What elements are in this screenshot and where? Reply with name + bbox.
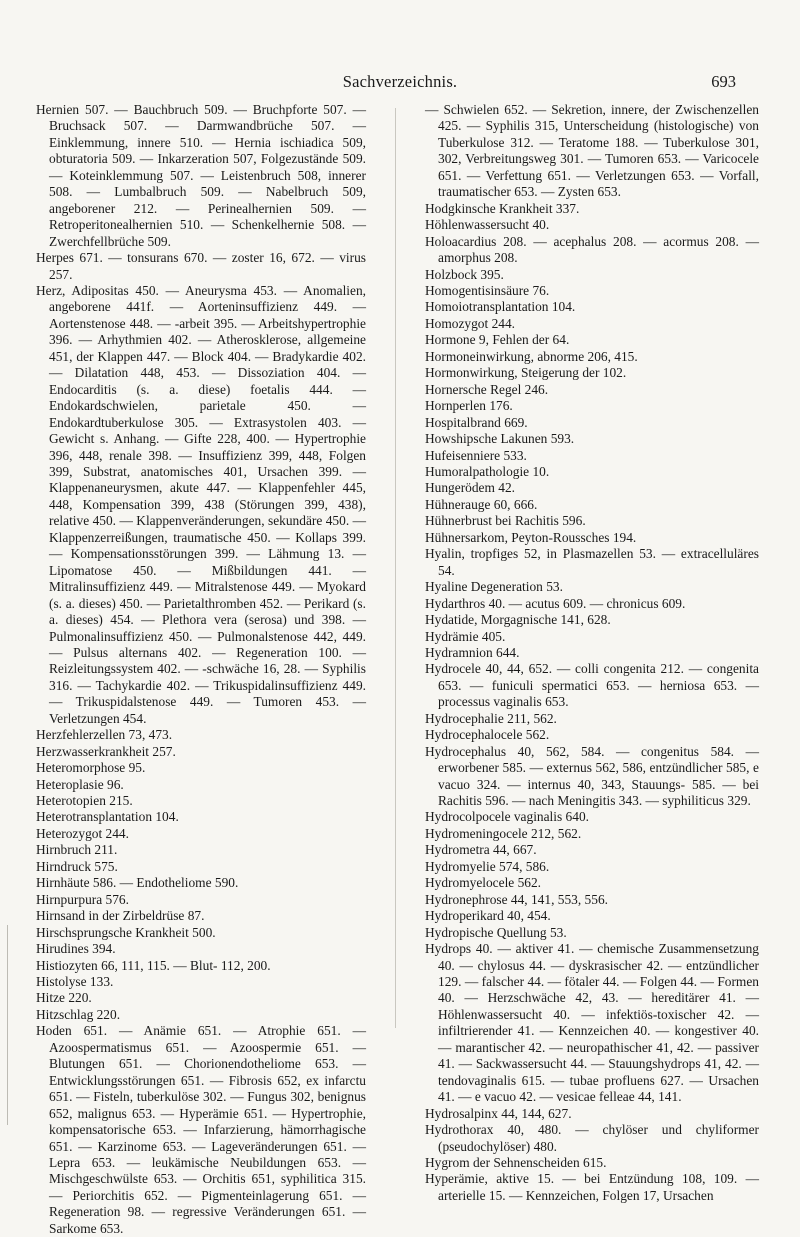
index-entry: Herpes 671. — tonsurans 670. — zoster 16, 672. — virus 257. <box>36 250 366 282</box>
index-entry: Humoralpathologie 10. <box>425 463 550 479</box>
index-entry: Hornperlen 176. <box>425 398 513 414</box>
index-entry: Hornersche Regel 246. <box>425 381 549 397</box>
index-entry: Hydrocephalie 211, 562. <box>425 710 557 726</box>
index-entry: Hyperämie, aktive 15. — bei Entzündung 108, 109. — arterielle 15. — Kennzeichen, Folgen 17, Ursachen <box>425 1171 759 1203</box>
index-entry: Heterotransplantation 104. <box>36 809 179 825</box>
index-entry: Hydrometra 44, 667. <box>425 842 537 858</box>
index-entry: Hühnerauge 60, 666. <box>425 496 538 512</box>
index-entry: Hydrops 40. — aktiver 41. — chemische Zusammensetzung 40. — chylosus 44. — dyskrasischer 42. — entzündlicher 129. — falscher 44. — fötaler 44. — Folgen 44. — Formen 40. — Herzschwäche 42, 43. — hereditärer 41. — Höhlenwassersucht 40. — infektiös-toxischer 42. — infiltrierender 41. — Kennzeichen 40. — kongestiver 40. — marantischer 42. — neuropathischer 41, 42. — passiver 41. — Sackwassersucht 44. — Stauungshydrops 41, 42. — tendovaginalis 615. — tubae profluens 627. — Ursachen 41. — e vacuo 42. — vesicae felleae 44, 141. <box>425 941 759 1105</box>
page-edge-mark <box>7 925 8 1125</box>
index-entry: Hoden 651. — Anämie 651. — Atrophie 651. — Azoospermatismus 651. — Azoospermie 651. — Blutungen 651. — Chorionendotheliome 653. — Entwicklungsstörungen 651. — Fibrosis 652, ex infarctu 651. — Fisteln, tuberkulöse 302. — Fungus 302, benignus 652, malignus 653. — Hyperämie 651. — Hypertrophie, kompensatorische 653. — Infarzierung, hämorrhagische 651. — Karzinome 653. — Lageveränderungen 651. — Lepra 653. — leukämische Neubildungen 653. — Mischgeschwülste 653. — Orchitis 651, syphilitica 315. — Periorchitis 652. — Pigmenteinlagerung 651. — Regeneration 98. — regressive Veränderungen 651. — Sarkome 653. <box>36 1023 366 1236</box>
index-entry: Hormonwirkung, Steigerung der 102. <box>425 365 627 381</box>
running-title: Sachverzeichnis. <box>342 72 458 91</box>
index-entry: Homozygot 244. <box>425 315 516 331</box>
index-entry: Homoiotransplantation 104. <box>425 299 576 315</box>
index-entry: Hühnerbrust bei Rachitis 596. <box>425 513 586 529</box>
index-entry: Hernien 507. — Bauchbruch 509. — Bruchpforte 507. — Bruchsack 507. — Darmwandbrüche 507. — Einklemmung, innere 510. — Hernia ischiadica 509, obturatoria 509. — Inkarzeration 507, Folgezustände 509. — Koteinklemmung 507. — Leistenbruch 508, innerer 508. — Lumbalbruch 509. — Nabelbruch 509, angeborener 212. — Perinealhernien 509. — Retroperitonealhernien 510. — Schenkelhernie 508. — Zwerchfellbrüche 509. <box>36 102 366 249</box>
index-entry: Histolyse 133. <box>36 974 114 990</box>
index-entry: Heteroplasie 96. <box>36 776 124 792</box>
index-column-right <box>425 102 759 1204</box>
index-entry: Höhlenwassersucht 40. <box>425 217 550 233</box>
index-entry: Hitze 220. <box>36 990 92 1006</box>
index-entry: Hydromeningocele 212, 562. <box>425 825 582 841</box>
index-entry: Heterotopien 215. <box>36 793 133 809</box>
index-entry: Hydromyelocele 562. <box>425 875 542 891</box>
index-entry: Heterozygot 244. <box>36 825 129 841</box>
index-entry: Hygrom der Sehnenscheiden 615. <box>425 1155 607 1170</box>
index-entry: Hydrocephalocele 562. <box>425 727 550 743</box>
index-entry: — Schwielen 652. — Sekretion, innere, der Zwischenzellen 425. — Syphilis 315, Unterscheidung (histologische) von Tuberkulose 312. — Teratome 188. — Tuberkulose 301, 302, Verbreitungsweg 301. — Tumoren 653. — Varicocele 651. — Verfettung 651. — Verletzungen 653. — Vorfall, traumatischer 653. — Zysten 653. <box>425 102 759 200</box>
index-entry: Herzfehlerzellen 73, 473. <box>36 727 173 743</box>
index-entry: Hydrocolpocele vaginalis 640. <box>425 809 589 825</box>
index-entry: Hydropische Quellung 53. <box>425 924 567 940</box>
index-entry: Hitzschlag 220. <box>36 1006 121 1022</box>
index-entry: Hydatide, Morgagnische 141, 628. <box>425 612 611 628</box>
index-entry: Herzwasserkrankheit 257. <box>36 743 176 759</box>
index-entry: Hirnhäute 586. — Endotheliome 590. <box>36 875 239 891</box>
index-column-left <box>36 102 366 1237</box>
index-entry: Herz, Adipositas 450. — Aneurysma 453. — Anomalien, angeborene 441f. — Aorteninsuffizienz 449. — Aortenstenose 448. — -arbeit 395. — Arbeitshypertrophie 396. — Arhythmien 402. — Atherosklerose, allgemeine 451, der Klappen 447. — Block 404. — Bradykardie 402. — Dilatation 448, 453. — Dissoziation 404. — Endocarditis (s. a. diese) foetalis 444. — Endokardschwielen, parietale 450. — Endokardtuberkulose 305. — Extrasystolen 403. — Gewicht s. Anhang. — Gifte 228, 400. — Hypertrophie 396, 448, renale 398. — Insuffizienz 399, 448, Folgen 399, Substrat, anatomisches 401, Ursachen 399. — Klappenaneurysmen, akute 447. — Klappenfehler 445, 448, Kompensation 399, 438 (Störungen 399, 438), relative 450. — Klappenveränderungen, sekundäre 450. — Klappenzerreißungen, traumatische 450. — Kollaps 399. — Kompensationsstörungen 399. — Lähmung 13. — Lipomatose 450. — Mißbildungen 441. — Mitralinsuffizienz 449. — Mitralstenose 449. — Myokard (s. a. dieses) 450. — Parietalthromben 452. — Perikard (s. a. dieses) 454. — Plethora vera (serosa) und 398. — Pulmonalinsuffizienz 450. — Pulmonalstenose 442, 449. — Pulsus alternans 402. — Regeneration 100. — Reizleitungssystem 402. — -schwäche 16, 28. — Syphilis 316. — Tachykardie 402. — Trikuspidalinsuffizienz 449. — Trikuspidalstenose 449. — Tumoren 453. — Verletzungen 454. <box>36 282 366 726</box>
index-entry: Holzbock 395. <box>425 266 504 282</box>
page-header <box>0 72 800 92</box>
index-entry: Howshipsche Lakunen 593. <box>425 431 575 447</box>
index-entry: Hydrosalpinx 44, 144, 627. <box>425 1105 572 1121</box>
index-entry: Hydroperikard 40, 454. <box>425 908 551 924</box>
index-entry: Hyalin, tropfiges 52, in Plasmazellen 53. — extracelluläres 54. <box>425 546 759 578</box>
index-entry: Hydrämie 405. <box>425 628 506 644</box>
index-entry: Homogentisinsäure 76. <box>425 282 550 298</box>
index-entry: Hospitalbrand 669. <box>425 414 528 430</box>
index-entry: Hormone 9, Fehlen der 64. <box>425 332 570 348</box>
index-entry: Hormoneinwirkung, abnorme 206, 415. <box>425 348 638 364</box>
index-entry: Hungerödem 42. <box>425 480 515 496</box>
index-entry: Hühnersarkom, Peyton-Roussches 194. <box>425 529 637 545</box>
index-entry: Hirschsprungsche Krankheit 500. <box>36 924 216 940</box>
page-number: 693 <box>711 72 736 91</box>
column-divider <box>395 108 396 1028</box>
index-entry: Hodgkinsche Krankheit 337. <box>425 200 580 216</box>
index-entry: Hydramnion 644. <box>425 644 520 660</box>
index-entry: Hydrocele 40, 44, 652. — colli congenita 212. — congenita 653. — funiculi spermatici 653. — herniosa 653. — processus vaginalis 653. <box>425 661 759 710</box>
index-entry: Hydromyelie 574, 586. <box>425 858 550 874</box>
index-entry: Hirnsand in der Zirbeldrüse 87. <box>36 908 205 924</box>
index-entry: Hirnbruch 211. <box>36 842 118 858</box>
index-entry: Hydarthros 40. — acutus 609. — chronicus 609. <box>425 595 686 611</box>
index-entry: Hirudines 394. <box>36 941 116 957</box>
index-entry: Hirndruck 575. <box>36 858 118 874</box>
index-entry: Hydrothorax 40, 480. — chylöser und chyliformer (pseudochylöser) 480. <box>425 1122 759 1154</box>
index-entry: Hydronephrose 44, 141, 553, 556. <box>425 891 608 907</box>
index-entry: Hyaline Degeneration 53. <box>425 579 563 595</box>
index-entry: Heteromorphose 95. <box>36 760 146 776</box>
index-entry: Hydrocephalus 40, 562, 584. — congenitus 584. — erworbener 585. — externus 562, 586, entzündlicher 585, e vacuo 324. — internus 40, 343, Stauungs- 585. — bei Rachitis 596. — nach Meningitis 343. — syphiliticus 329. <box>425 743 759 809</box>
index-entry: Hufeisenniere 533. <box>425 447 527 463</box>
index-entry: Histiozyten 66, 111, 115. — Blut- 112, 200. <box>36 957 271 973</box>
index-entry: Holoacardius 208. — acephalus 208. — acormus 208. — amorphus 208. <box>425 233 759 266</box>
index-entry: Hirnpurpura 576. <box>36 891 129 907</box>
